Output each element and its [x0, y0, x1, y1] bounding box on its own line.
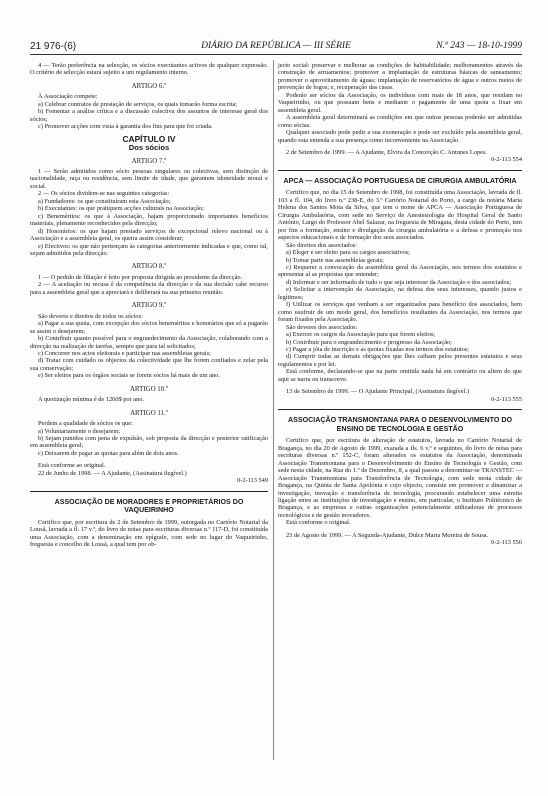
paragraph: Poderão ser sócios da Associação, os indivíduos com mais de 18 anos, que residam no Vaqueirinho, ou que possuam bens e mediante o pagamento de uma quota a fixar em assembleia geral. — [278, 91, 522, 114]
paragraph: b) Executantes: os que pratiquem acções culturais na Associação; — [38, 205, 204, 213]
paragraph: c) Pagar a jóia de inscrição e as quotas fixadas nos termos dos estatutos; — [286, 346, 470, 353]
signature-line: 2 de Setembro de 1999. — A Ajudante, Elvira da Conceição C. Antunes Lopes. — [286, 148, 488, 156]
signature-line: 22 de Junho de 1998. — A Ajudante, (Assinatura ilegível.) — [38, 469, 187, 477]
article-heading: ARTIGO 10.º — [129, 385, 169, 393]
paragraph: São deveres dos associados: — [286, 323, 358, 331]
paragraph: Certifico que, por escritura de 2 de Setembro de 1999, outorgada no Cartório Notarial da Lousã, lavrada a fl. 17 v.º, do livro de notas para escrituras diversas n.º 117-D, foi constituída uma Associação, com a denominação em epígrafe, com sede no lugar do Vaqueirinho, freguesia e concelho de Lousã, a qual tem por ob- — [30, 518, 268, 549]
article-heading: ARTIGO 9.º — [131, 302, 167, 310]
paragraph: a) Eleger e ser eleito para os cargos associativos; — [286, 249, 410, 257]
page-number: 21 976-(6) — [30, 41, 77, 52]
paragraph: c) Requerer a convocação da assembleia geral da Associação, nos termos dos estatutos e apresentar al as propostas que entender; — [278, 264, 522, 279]
paragraph: jecto social: preservar e melhorar as condições de habitabilidade; melhoramentos através da construção de arruamentos; promover a implantação de estruturas básicas de saneamento; promover o aproveitamento de águas; implantação de reservatórios de água e outros meios de prevenção de fogos; e, recuperação das casas. — [278, 62, 522, 92]
paragraph: São deveres e direitos de todos os sócios: — [38, 312, 143, 320]
notice-title: APCA — ASSOCIAÇÃO PORTUGUESA DE CIRURGIA AMBULATÓRIA — [283, 176, 517, 185]
paragraph: d) Informar e ser informado de tudo o que seja interesse da Associação e dos associados; — [286, 278, 511, 286]
paragraph: c) Promover acções com vista à garantia dos fins para que foi criada. — [38, 123, 213, 131]
paragraph: Está conforme, declarando-se que na parte omitida nada há em contrário ou aliem do que aqui se narra ou transcreve. — [278, 368, 522, 383]
paragraph: Perdem a qualidade de sócios os que: — [38, 420, 133, 428]
paragraph: Qualquer associado pode pedir a sua exoneração e pode ser excluído pela assembleia geral, quando esta entenda a sua presença como inconveniente na Associação. — [278, 129, 522, 144]
reference-code: 0-2-113 556 — [491, 539, 522, 547]
paragraph: c) Concorrer nos actos eleitorais e participar nas assembleias gerais; — [38, 349, 211, 357]
paragraph: e) Ser eleitos para os órgãos sociais se forem sócios há mais de um ano. — [38, 372, 220, 380]
paragraph: Certifico que, por escritura de alteração de estatutos, lavrada no Cartório Notarial de Bragança, no dia 20 de Agosto de 1999, exarada a fls. 6 v.º e seguintes, do livro de notas para escrituras diversas n.º 152-C, foram alterados os estatutos da Associação, denominada Associação Transmontana para o Desenvolvimento do Ensino de Tecnologia e Gestão, com sede nesta cidade, na Rua do 1.º de Dezembro, 8, a qual passou a denominar-se TRANSTEC — Associação Transmontana para Transferência de Tecnologia, com sede nesta cidade de Bragança, na Quinta de Santa Apolónia e cujo objecto, consiste em promover e dinamizar a investigação, inovação e transferência de tecnologia, procurando estabelecer uma estreita ligação entre as instituições de investigação e ensino, em particular, o Instituto Politécnico de Bragança, e as empresas e outras organizações potencialmente utilizadoras de processos tecnológicos e de gestão inovadores. — [278, 437, 522, 519]
paragraph: c) Deixarem de pagar as quotas para além de dois anos. — [38, 449, 179, 457]
reference-code: 0-2-113 555 — [491, 395, 522, 403]
paragraph: b) Contribuir para o engrandecimento e progresso da Associação; — [286, 338, 452, 346]
article-heading: ARTIGO 6.º — [131, 82, 167, 90]
journal-title: DIÁRIO DA REPÚBLICA — III SÉRIE — [201, 41, 351, 51]
paragraph: d) Honorários: os que hajam prestado serviços de excepcional relevo nacional ou à Associação e a assembleia geral, os queira assim considerar; — [30, 227, 268, 243]
notice-title: ASSOCIAÇÃO DE MORADORES E PROPRIETÁRIOS DO VAQUEIRINHO — [54, 497, 244, 515]
article-heading: ARTIGO 8.º — [131, 263, 167, 271]
chapter-heading: CAPÍTULO IV — [122, 133, 176, 144]
column-divider — [273, 60, 274, 760]
section-rule — [278, 409, 522, 410]
paragraph: 1 — Serão admitidos como sócio pessoas singulares ou colectivas, sem distinção de nacionalidade, raça ou residência, sem limite de idade, que garantem idoneidade moral e social. — [30, 167, 268, 190]
paragraph: d) Cumprir todas as demais obrigações que lhes caibam pelos presentes estatutos e seus regulamentos e por lei. — [278, 353, 522, 368]
issue-number: N.º 243 — 18-10-1999 — [436, 41, 522, 51]
conformity-statement: Está conforme ao original. — [38, 462, 106, 470]
paragraph: a) Voluntariamente o desejarem; — [38, 427, 121, 435]
paragraph: a) Exercer os cargos da Associação para que forem eleitos; — [286, 331, 436, 339]
article-heading: ARTIGO 7.º — [131, 157, 167, 165]
reference-code: 0-2-113 554 — [491, 156, 522, 164]
paragraph: a) Pagar a sua quota, com excepção dos sócios beneméritos e honorários que só a pagarão se assim o desejarem; — [30, 320, 268, 335]
signature-line: 23 de Agosto de 1999. — A Segunda-Ajudante, Dulce Maria Moreira de Sousa. — [286, 531, 489, 539]
right-column — [278, 62, 522, 547]
section-rule — [278, 170, 522, 171]
paragraph: a) Celebrar contratos de prestação de serviços, os quais tomarão forma escrita; — [38, 100, 238, 108]
paragraph: Está conforme o original. — [286, 519, 351, 527]
paragraph: À Associação compete: — [38, 93, 98, 101]
paragraph: c) Beneméritos: os que à Associação, hajam proporcionado importantes benefícios materiais, plenamente reconhecidos pela direcção; — [30, 212, 268, 228]
page-header — [30, 41, 522, 53]
paragraph: b) Contribuir quanto possível para o engrandecimento da Associação, colaborando com a direcção na realização de tarefas, sempre que para tal solicitados; — [30, 335, 268, 350]
paragraph: Certifico que, no dia 15 de Setembro de 1998, foi constituída uma Associação, lavrada de fl. 103 a fl. 104, do livro n.º 238-E, do 3.º Cartório Notarial do Porto, a cargo da notária Maria Helena dos Santos Mota da Silva, que tem o nome de APCA — Associação Portuguesa de Cirurgia Ambulatória, com sede no Serviço de Anestesiologia do Hospital Geral de Santo António, Largo do Professor Abel Salazar, na freguesia de Miragaia, desta cidade do Porto, tem por fim a formação, ensino e divulgação da cirurgia ambulatória e a defesa e promoção nos aspectos educacionais e de formação dos seus associados. — [278, 189, 522, 242]
paragraph: 4 — Terão preferência na selecção, os sócios executantes activos de qualquer expressão. O critério de selecção estará sujeito a um regulamento interno. — [30, 62, 268, 77]
paragraph: A quotização mínima é de 1200$ por ano. — [38, 396, 145, 404]
chapter-subheading: Dos sócios — [128, 143, 170, 153]
signature-line: 13 de Setembro de 1999. — O Ajudante Principal, (Assinatura ilegível.) — [286, 388, 470, 396]
notice-title: ASSOCIAÇÃO TRANSMONTANA PARA O DESENVOLVIMENTO DO ENSINO DE TECNOLOGIA E GESTÃO — [288, 416, 512, 433]
paragraph: b) Sejam punidos com pena de expulsão, sob proposta da direcção e posterior ratificação em assembleia geral; — [30, 435, 268, 450]
header-rule — [30, 54, 522, 55]
article-heading: ARTIGO 11.º — [130, 409, 168, 417]
paragraph: a) Fundadores: os que constituíram esta Associação; — [38, 197, 171, 205]
left-column — [30, 62, 268, 549]
paragraph: São direitos dos associados: — [286, 241, 358, 249]
paragraph: e) Solicitar a intervenção da Associação, na defesa dos seus interesses, quando justos e legítimos; — [278, 286, 522, 301]
paragraph: e) Efectivos: os que não pertençam às categorias anteriormente indicadas e que, como tal, sejam admitidos pela direcção. — [30, 242, 268, 257]
paragraph: 2 — Os sócios dividem-se nas seguintes categorias: — [38, 190, 170, 198]
paragraph: A assembleia geral determinará as condições em que outras pessoas poderão ser admitidas como sócias. — [278, 114, 522, 129]
paragraph: 2 — A aceitação ou recusa é da competência da direcção e da sua decisão cabe recurso para a assembleia geral que a apreciará e deliberará na sua primeira reunião. — [30, 281, 268, 296]
reference-code: 0-2-113 549 — [237, 477, 268, 485]
paragraph: b) Tomar parte nas assembleias gerais; — [286, 256, 384, 264]
paragraph: 1 — O pedido de filiação é feito por proposta dirigida ao presidente da direcção. — [38, 273, 243, 281]
paragraph: d) Tratar com cuidado os objectos da colectividade que lhe forem confiados e zelar pela sua conservação; — [30, 357, 268, 372]
section-rule — [30, 491, 268, 492]
paragraph: f) Utilizar os serviços que venham a ser organizados para benefício dos associados, bem como usufruir de um modo geral, dos benefícios resultantes da Associação, nos termos que foram fixados pela Associação. — [278, 301, 522, 324]
paragraph: b) Fomentar a análise crítica e a discussão colectiva dos assuntos de interesse geral dos sócios; — [30, 108, 268, 123]
